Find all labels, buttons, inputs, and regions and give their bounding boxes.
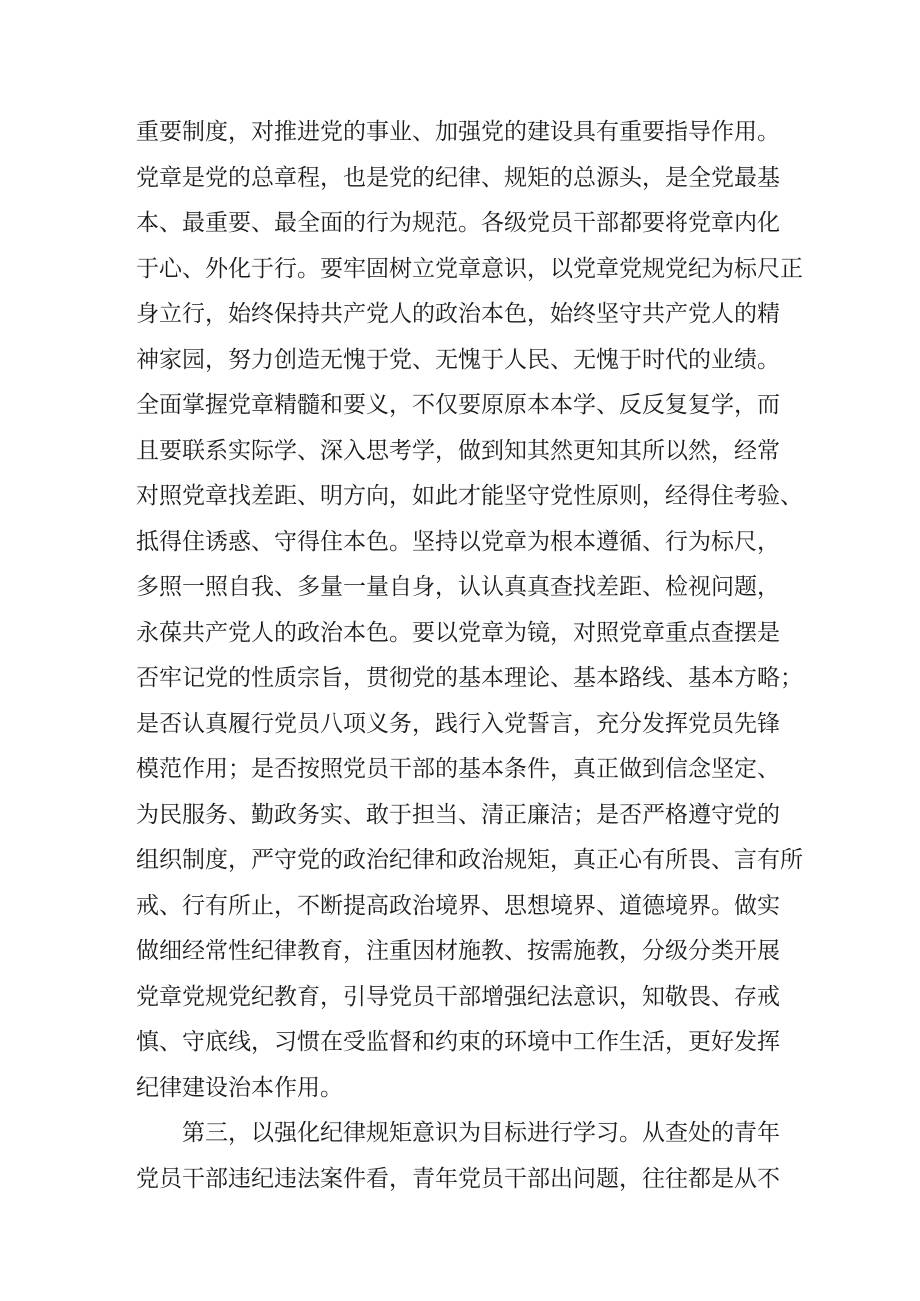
text-line: 纪律建设治本作用。 (136, 1074, 343, 1101)
text-line: 本、最重要、最全面的行为规范。各级党员干部都要将党章内化 (136, 210, 780, 236)
paragraph-1 (136, 110, 816, 1111)
text-line: 为民服务、勤政务实、敢于担当、清正廉洁；是否严格遵守党的 (136, 801, 780, 828)
text-line: 党员干部违纪违法案件看，青年党员干部出问题，往往都是从不 (136, 1165, 780, 1192)
text-line: 党章是党的总章程，也是党的纪律、规矩的总源头，是全党最基 (136, 164, 780, 191)
text-line: 重要制度，对推进党的事业、加强党的建设具有重要指导作用。 (136, 119, 780, 145)
text-line: 永葆共产党人的政治本色。要以党章为镜，对照党章重点查摆是 (136, 619, 780, 646)
text-line: 且要联系实际学、深入思考学，做到知其然更知其所以然，经常 (136, 437, 780, 464)
text-line: 全面掌握党章精髓和要义，不仅要原原本本学、反反复复学，而 (136, 392, 780, 418)
text-line: 第三，以强化纪律规矩意识为目标进行学习。从查处的青年 (182, 1120, 780, 1146)
text-line: 组织制度，严守党的政治纪律和政治规矩，真正心有所畏、言有所 (136, 847, 803, 873)
text-line: 身立行，始终保持共产党人的政治本色，始终坚守共产党人的精 (136, 301, 780, 327)
text-line: 党章党规党纪教育，引导党员干部增强纪法意识，知敬畏、存戒 (136, 983, 780, 1010)
text-line: 对照党章找差距、明方向，如此才能坚守党性原则，经得住考验、 (136, 483, 803, 509)
text-line: 多照一照自我、多量一量自身，认认真真查找差距、检视问题， (136, 574, 780, 600)
text-line: 做细经常性纪律教育，注重因材施教、按需施教，分级分类开展 (136, 938, 780, 964)
paragraph-2 (136, 1111, 816, 1202)
text-line: 否牢记党的性质宗旨，贯彻党的基本理论、基本路线、基本方略； (136, 665, 803, 691)
text-line: 神家园，努力创造无愧于党、无愧于人民、无愧于时代的业绩。 (136, 346, 780, 373)
text-line: 慎、守底线，习惯在受监督和约束的环境中工作生活，更好发挥 (136, 1029, 780, 1055)
text-line: 戒、行有所止，不断提高政治境界、思想境界、道德境界。做实 (136, 892, 780, 919)
text-line: 是否认真履行党员八项义务，践行入党誓言，充分发挥党员先锋 (136, 710, 780, 737)
document-body (136, 110, 816, 1202)
text-line: 于心、外化于行。要牢固树立党章意识，以党章党规党纪为标尺正 (136, 255, 803, 282)
text-line: 抵得住诱惑、守得住本色。坚持以党章为根本遵循、行为标尺， (136, 528, 780, 555)
text-line: 模范作用；是否按照党员干部的基本条件，真正做到信念坚定、 (136, 756, 780, 782)
